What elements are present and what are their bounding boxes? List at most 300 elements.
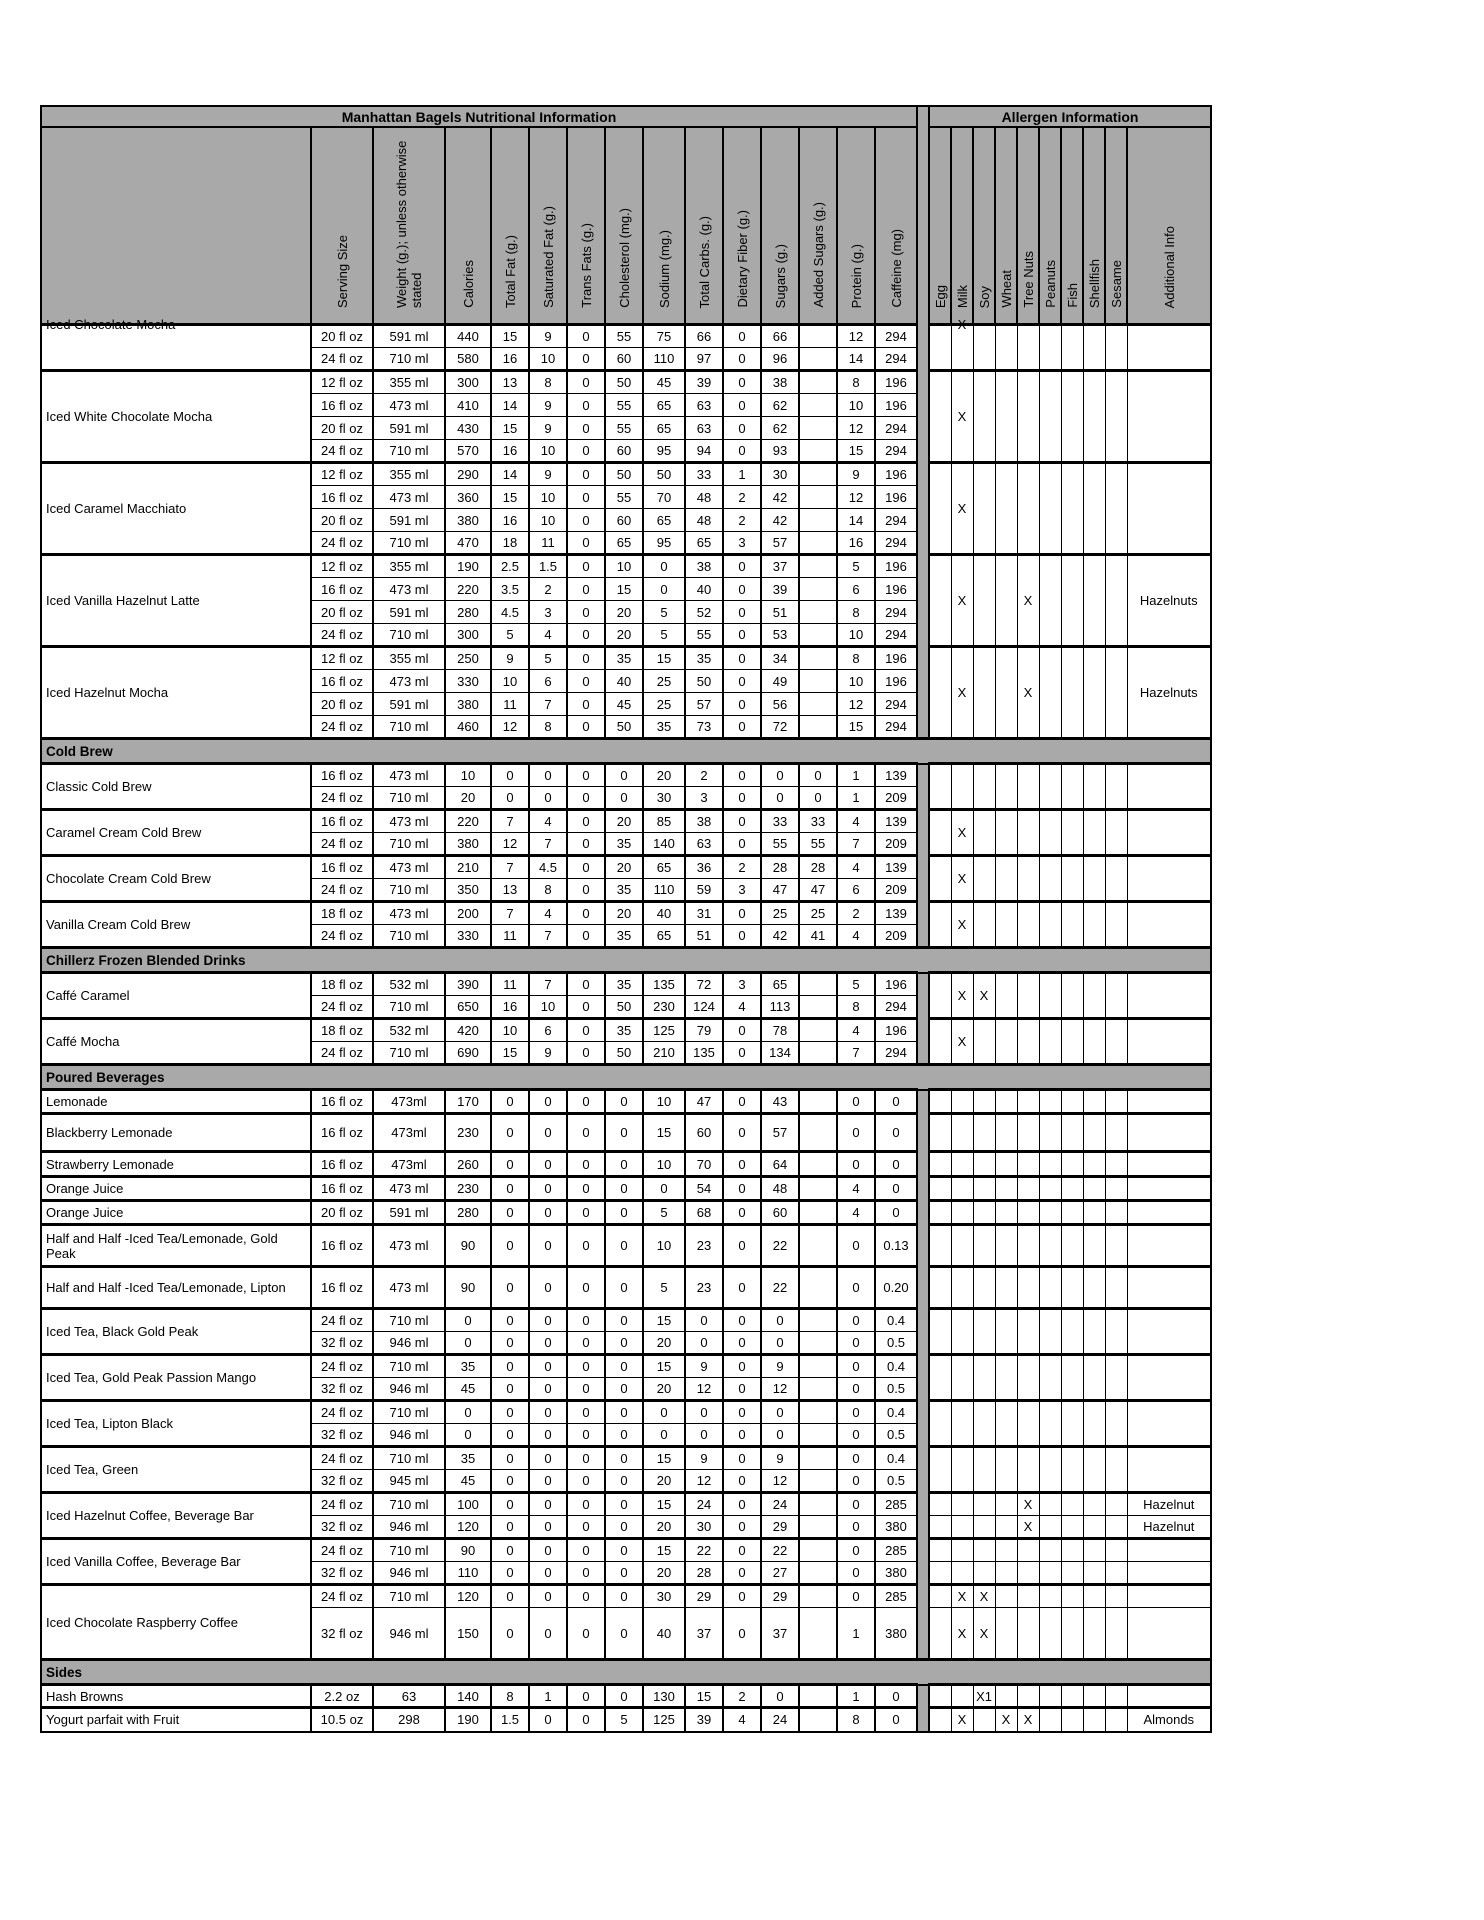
nutrition-value-cell xyxy=(799,973,837,996)
nutrition-value-cell: 0 xyxy=(567,1585,605,1608)
nutrition-value-cell: 15 xyxy=(491,1042,529,1065)
nutrition-value-cell: 30 xyxy=(761,463,799,486)
nutrition-value-cell: 1.5 xyxy=(491,1708,529,1732)
nutrition-value-cell: 0 xyxy=(567,1378,605,1401)
additional-info-cell xyxy=(1127,1090,1211,1114)
nutrition-value-cell: 380 xyxy=(445,833,491,856)
nutrition-value-cell: 5 xyxy=(491,624,529,647)
nutrition-value-cell: 12 xyxy=(837,693,875,716)
nutrition-value-cell xyxy=(799,325,837,348)
nutrition-value-cell: 12 xyxy=(837,325,875,348)
nutrition-value-cell: 5 xyxy=(643,1267,685,1309)
nutrition-value-cell: 37 xyxy=(761,555,799,578)
allergen-cell xyxy=(995,371,1017,463)
allergen-cell xyxy=(1083,902,1105,948)
allergen-cell xyxy=(973,1539,995,1562)
allergen-cell xyxy=(1061,1114,1083,1152)
allergen-cell xyxy=(1105,1201,1127,1225)
allergen-cell xyxy=(1017,810,1039,856)
nutrition-value-cell xyxy=(799,1177,837,1201)
allergen-cell xyxy=(973,1019,995,1065)
table-row xyxy=(41,1447,1211,1470)
nutrition-value-cell xyxy=(799,1708,837,1732)
weight-cell: 710 ml xyxy=(373,879,445,902)
additional-info-cell xyxy=(1127,973,1211,1019)
allergen-cell xyxy=(1017,463,1039,555)
nutrition-value-cell: 0 xyxy=(723,902,761,925)
allergen-cell xyxy=(1017,1019,1039,1065)
nutrition-value-cell: 0 xyxy=(723,833,761,856)
nutrition-value-cell: 6 xyxy=(837,879,875,902)
nutrition-value-cell: 0 xyxy=(567,1201,605,1225)
allergen-cell xyxy=(1105,764,1127,810)
nutrition-value-cell: 14 xyxy=(837,509,875,532)
nutrition-value-cell: 196 xyxy=(875,578,917,601)
nutrition-value-cell: 4 xyxy=(529,810,567,833)
serving-size-cell: 16 fl oz xyxy=(311,1114,373,1152)
nutrition-value-cell: 196 xyxy=(875,647,917,670)
nutrition-value-cell: 25 xyxy=(643,693,685,716)
allergen-cell xyxy=(1039,810,1061,856)
product-name-cell: Chocolate Cream Cold Brew xyxy=(41,856,311,902)
nutrition-value-cell: 12 xyxy=(837,486,875,509)
weight-cell: 532 ml xyxy=(373,973,445,996)
allergen-cell xyxy=(1105,1177,1127,1201)
nutrition-value-cell: 196 xyxy=(875,973,917,996)
additional-info-cell xyxy=(1127,1447,1211,1493)
nutrition-value-cell: 85 xyxy=(643,810,685,833)
table-row xyxy=(41,1685,1211,1708)
product-name-cell: Iced Caramel Macchiato xyxy=(41,463,311,555)
nutrition-value-cell: 12 xyxy=(491,716,529,739)
nutrition-value-cell: 140 xyxy=(643,833,685,856)
nutrition-value-cell: 4 xyxy=(723,996,761,1019)
allergen-cell xyxy=(1105,1685,1127,1708)
allergen-column-header-0: Egg xyxy=(929,127,951,325)
nutrition-value-cell: 0 xyxy=(491,1470,529,1493)
nutrition-value-cell: 65 xyxy=(643,417,685,440)
gap-cell xyxy=(917,1401,929,1424)
allergen-cell xyxy=(1105,1608,1127,1660)
table-row xyxy=(41,764,1211,787)
allergen-cell xyxy=(1017,1608,1039,1660)
nutrition-value-cell: 10 xyxy=(643,1090,685,1114)
allergen-column-header-8: Sesame xyxy=(1105,127,1127,325)
nutrition-value-cell: 55 xyxy=(605,325,643,348)
gap-cell xyxy=(917,1114,929,1152)
allergen-cell xyxy=(1083,1685,1105,1708)
serving-size-cell: 20 fl oz xyxy=(311,1201,373,1225)
allergen-cell xyxy=(995,1539,1017,1562)
nutrition-value-cell: 0 xyxy=(837,1225,875,1267)
nutrition-value-cell: 54 xyxy=(685,1177,723,1201)
nutrition-value-cell: 360 xyxy=(445,486,491,509)
allergen-cell xyxy=(1039,1539,1061,1562)
nutrition-value-cell: 294 xyxy=(875,417,917,440)
nutrition-value-cell: 0 xyxy=(491,1401,529,1424)
nutrition-value-cell: 36 xyxy=(685,856,723,879)
nutrition-value-cell: 10 xyxy=(643,1225,685,1267)
allergen-cell xyxy=(995,1562,1017,1585)
nutrition-value-cell: 10 xyxy=(491,1019,529,1042)
allergen-cell xyxy=(1083,325,1105,371)
nutrition-value-cell: 70 xyxy=(643,486,685,509)
nutrition-value-cell: 9 xyxy=(761,1447,799,1470)
additional-info-cell: Almonds xyxy=(1127,1708,1211,1732)
gap-cell xyxy=(917,1447,929,1470)
nutrition-value-cell: 20 xyxy=(643,1332,685,1355)
table-row xyxy=(41,371,1211,394)
nutrition-value-cell: 0 xyxy=(605,764,643,787)
nutrition-value-cell xyxy=(799,486,837,509)
allergen-cell xyxy=(1039,1309,1061,1355)
nutrition-value-cell: 38 xyxy=(761,371,799,394)
table-row xyxy=(41,1114,1211,1152)
product-name-cell: Half and Half -Iced Tea/Lemonade, Gold Peak xyxy=(41,1225,311,1267)
nutrition-value-cell: 15 xyxy=(643,1493,685,1516)
nutrition-value-cell: 0 xyxy=(723,693,761,716)
allergen-cell xyxy=(973,1447,995,1493)
nutrition-value-cell: 13 xyxy=(491,371,529,394)
allergen-cell xyxy=(929,1201,951,1225)
allergen-cell xyxy=(995,1114,1017,1152)
product-name-cell: Iced Chocolate Mocha xyxy=(41,325,311,371)
nutrition-value-cell: 0 xyxy=(567,1309,605,1332)
nutrition-value-cell: 430 xyxy=(445,417,491,440)
nutrition-value-cell: 330 xyxy=(445,925,491,948)
allergen-cell xyxy=(1061,764,1083,810)
nutrition-value-cell: 285 xyxy=(875,1493,917,1516)
nutrition-value-cell: 290 xyxy=(445,463,491,486)
allergen-cell xyxy=(929,1225,951,1267)
nutrition-value-cell: 0 xyxy=(723,1201,761,1225)
nutrition-value-cell: 0 xyxy=(723,1516,761,1539)
nutrition-value-cell: 209 xyxy=(875,833,917,856)
nutrition-value-cell: 35 xyxy=(605,1019,643,1042)
nutrition-value-cell: 0 xyxy=(875,1090,917,1114)
nutrition-value-cell: 20 xyxy=(643,1378,685,1401)
weight-cell: 710 ml xyxy=(373,1401,445,1424)
allergen-cell xyxy=(1061,1708,1083,1732)
nutrition-value-cell: 42 xyxy=(761,925,799,948)
nutrition-value-cell xyxy=(799,647,837,670)
nutrition-value-cell: 135 xyxy=(643,973,685,996)
nutrition-value-cell: 200 xyxy=(445,902,491,925)
nutrition-value-cell: 7 xyxy=(529,693,567,716)
allergen-cell xyxy=(1083,1562,1105,1585)
nutrition-value-cell: 15 xyxy=(643,1309,685,1332)
nutrition-value-cell: 2.5 xyxy=(491,555,529,578)
allergen-cell xyxy=(929,325,951,371)
allergen-cell xyxy=(1039,555,1061,647)
nutrition-value-cell: 20 xyxy=(643,1516,685,1539)
nutrition-value-cell: 4 xyxy=(837,1177,875,1201)
nutrition-value-cell: 10 xyxy=(605,555,643,578)
nutrition-value-cell: 57 xyxy=(685,693,723,716)
nutrition-value-cell: 68 xyxy=(685,1201,723,1225)
nutrition-value-cell: 65 xyxy=(761,973,799,996)
allergen-cell xyxy=(973,1152,995,1177)
allergen-cell xyxy=(1061,1090,1083,1114)
allergen-cell xyxy=(1061,1608,1083,1660)
nutrition-value-cell: 0 xyxy=(529,1401,567,1424)
serving-size-cell: 16 fl oz xyxy=(311,764,373,787)
nutrition-value-cell: 37 xyxy=(761,1608,799,1660)
nutrition-value-cell: 0 xyxy=(529,1516,567,1539)
allergen-cell xyxy=(1083,810,1105,856)
additional-info-cell xyxy=(1127,325,1211,371)
nutrition-value-cell: 0 xyxy=(491,1355,529,1378)
nutrition-value-cell: 0 xyxy=(723,1424,761,1447)
table-row xyxy=(41,1019,1211,1042)
allergen-cell xyxy=(1039,1201,1061,1225)
table-row xyxy=(41,973,1211,996)
allergen-cell xyxy=(951,1401,973,1447)
nutrition-value-cell: 50 xyxy=(605,716,643,739)
nutrition-value-cell: 95 xyxy=(643,440,685,463)
nutrition-value-cell xyxy=(799,578,837,601)
gap-cell xyxy=(917,1201,929,1225)
nutrition-value-cell: 0 xyxy=(837,1401,875,1424)
nutrition-value-cell: 14 xyxy=(837,348,875,371)
nutrition-value-cell: 15 xyxy=(491,417,529,440)
allergen-cell xyxy=(1017,1585,1039,1608)
allergen-cell xyxy=(995,810,1017,856)
nutrition-value-cell: 22 xyxy=(761,1267,799,1309)
nutrition-value-cell xyxy=(799,1267,837,1309)
serving-size-cell: 24 fl oz xyxy=(311,1309,373,1332)
nutrition-value-cell: 0 xyxy=(837,1585,875,1608)
nutrition-value-cell: 70 xyxy=(685,1152,723,1177)
nutrition-value-cell: 134 xyxy=(761,1042,799,1065)
nutrition-value-cell: 0 xyxy=(491,1332,529,1355)
nutrition-value-cell: 0 xyxy=(445,1332,491,1355)
nutrition-value-cell: 8 xyxy=(837,996,875,1019)
nutrition-value-cell: 0 xyxy=(723,1090,761,1114)
weight-cell: 946 ml xyxy=(373,1378,445,1401)
allergen-cell xyxy=(973,1090,995,1114)
nutrition-value-cell: 51 xyxy=(685,925,723,948)
additional-info-cell xyxy=(1127,1114,1211,1152)
nutrition-value-cell: 15 xyxy=(643,647,685,670)
nutrition-value-cell: 7 xyxy=(529,833,567,856)
nutrition-value-cell: 9 xyxy=(529,1042,567,1065)
nutrition-value-cell: 0 xyxy=(799,787,837,810)
nutrition-value-cell: 16 xyxy=(837,532,875,555)
allergen-cell xyxy=(1105,973,1127,1019)
nutrition-value-cell: 0 xyxy=(567,463,605,486)
table-row xyxy=(41,1401,1211,1424)
nutrition-value-cell: 12 xyxy=(761,1378,799,1401)
allergen-cell xyxy=(929,1114,951,1152)
nutrition-value-cell: 0 xyxy=(491,1267,529,1309)
nutrition-value-cell: 66 xyxy=(685,325,723,348)
nutrition-value-cell: 35 xyxy=(605,833,643,856)
nutrition-value-cell: 55 xyxy=(685,624,723,647)
allergen-cell xyxy=(1039,1355,1061,1401)
nutrition-value-cell: 48 xyxy=(685,509,723,532)
allergen-cell xyxy=(951,1090,973,1114)
serving-size-cell: 18 fl oz xyxy=(311,902,373,925)
nutrition-value-cell: 0 xyxy=(643,555,685,578)
nutrition-value-cell xyxy=(799,1470,837,1493)
allergen-cell xyxy=(1039,1493,1061,1516)
nutrition-value-cell: 50 xyxy=(643,463,685,486)
allergen-cell xyxy=(1083,1447,1105,1493)
allergen-cell xyxy=(929,647,951,739)
nutrition-value-cell: 0 xyxy=(605,1470,643,1493)
nutrition-value-cell: 27 xyxy=(761,1562,799,1585)
nutrition-value-cell: 0 xyxy=(491,1585,529,1608)
nutrition-value-cell: 60 xyxy=(761,1201,799,1225)
allergen-cell xyxy=(1061,1493,1083,1516)
nutrition-value-cell: 196 xyxy=(875,486,917,509)
nutrition-value-cell: 10 xyxy=(529,348,567,371)
gap-cell xyxy=(917,601,929,624)
gap-cell xyxy=(917,1378,929,1401)
nutrition-value-cell: 15 xyxy=(837,716,875,739)
nutrition-value-cell: 0 xyxy=(491,1152,529,1177)
nutrition-value-cell: 0 xyxy=(605,1516,643,1539)
serving-size-cell: 18 fl oz xyxy=(311,973,373,996)
nutrition-value-cell: 0 xyxy=(567,394,605,417)
nutrition-value-cell: 0.20 xyxy=(875,1267,917,1309)
column-header-2: Calories xyxy=(445,127,491,325)
weight-cell: 945 ml xyxy=(373,1470,445,1493)
gap-cell xyxy=(917,1267,929,1309)
allergen-cell xyxy=(951,1562,973,1585)
nutrition-value-cell: 125 xyxy=(643,1019,685,1042)
allergen-cell xyxy=(1039,1685,1061,1708)
nutrition-value-cell: 49 xyxy=(761,670,799,693)
nutrition-value-cell: 0 xyxy=(723,325,761,348)
gap-cell xyxy=(917,1470,929,1493)
allergen-cell xyxy=(1017,1685,1039,1708)
nutrition-value-cell: 9 xyxy=(529,325,567,348)
nutrition-value-cell: 0 xyxy=(605,1309,643,1332)
nutrition-value-cell: 0 xyxy=(837,1378,875,1401)
gap-cell xyxy=(917,1225,929,1267)
nutrition-value-cell: 0 xyxy=(723,1309,761,1332)
allergen-cell xyxy=(929,371,951,463)
allergen-cell xyxy=(995,1267,1017,1309)
nutrition-value-cell: 0 xyxy=(837,1493,875,1516)
nutrition-value-cell: 4.5 xyxy=(491,601,529,624)
nutrition-value-cell: 22 xyxy=(685,1539,723,1562)
allergen-cell xyxy=(1105,1516,1127,1539)
allergen-cell xyxy=(951,1309,973,1355)
gap-cell xyxy=(917,486,929,509)
nutrition-value-cell: 10 xyxy=(529,509,567,532)
nutrition-value-cell: 55 xyxy=(761,833,799,856)
nutrition-value-cell: 4.5 xyxy=(529,856,567,879)
allergen-cell xyxy=(1083,1309,1105,1355)
gap-cell xyxy=(917,532,929,555)
allergen-cell: X xyxy=(951,325,973,371)
allergen-cell xyxy=(1017,1309,1039,1355)
allergen-cell xyxy=(929,1516,951,1539)
nutrition-value-cell: 10 xyxy=(529,486,567,509)
allergen-cell xyxy=(995,764,1017,810)
allergen-cell xyxy=(1061,1516,1083,1539)
nutrition-value-cell: 25 xyxy=(799,902,837,925)
nutrition-value-cell: 28 xyxy=(685,1562,723,1585)
nutrition-value-cell xyxy=(799,1201,837,1225)
nutrition-value-cell: 0 xyxy=(723,1114,761,1152)
nutrition-value-cell: 0 xyxy=(723,764,761,787)
nutrition-value-cell: 190 xyxy=(445,1708,491,1732)
nutrition-value-cell: 0.5 xyxy=(875,1470,917,1493)
nutrition-value-cell: 0 xyxy=(529,1114,567,1152)
nutrition-value-cell: 0 xyxy=(529,1355,567,1378)
nutrition-value-cell: 7 xyxy=(491,902,529,925)
gap-cell xyxy=(917,1562,929,1585)
serving-size-cell: 16 fl oz xyxy=(311,810,373,833)
allergen-cell xyxy=(995,1493,1017,1516)
product-name-cell: Yogurt parfait with Fruit xyxy=(41,1708,311,1732)
serving-size-cell: 32 fl oz xyxy=(311,1378,373,1401)
allergen-cell xyxy=(1105,1225,1127,1267)
serving-size-cell: 16 fl oz xyxy=(311,1090,373,1114)
nutrition-value-cell: 10 xyxy=(643,1152,685,1177)
nutrition-value-cell: 0 xyxy=(529,1152,567,1177)
nutrition-value-cell: 285 xyxy=(875,1585,917,1608)
nutrition-value-cell: 3 xyxy=(685,787,723,810)
nutrition-value-cell: 52 xyxy=(685,601,723,624)
allergen-cell xyxy=(1061,1355,1083,1401)
allergen-cell xyxy=(1061,463,1083,555)
nutrition-value-cell: 0 xyxy=(529,1539,567,1562)
nutrition-value-cell: 0 xyxy=(491,1516,529,1539)
nutrition-value-cell xyxy=(799,1332,837,1355)
serving-size-cell: 32 fl oz xyxy=(311,1332,373,1355)
nutrition-value-cell: 0 xyxy=(567,833,605,856)
nutrition-value-cell: 0 xyxy=(567,856,605,879)
allergen-cell xyxy=(929,810,951,856)
nutrition-value-cell: 0 xyxy=(529,1585,567,1608)
additional-info-cell xyxy=(1127,1152,1211,1177)
nutrition-value-cell: 0 xyxy=(529,1493,567,1516)
nutrition-value-cell: 14 xyxy=(491,394,529,417)
allergen-cell: X xyxy=(951,902,973,948)
nutrition-value-cell: 0 xyxy=(529,1332,567,1355)
nutrition-value-cell: 75 xyxy=(643,325,685,348)
nutrition-value-cell: 5 xyxy=(837,555,875,578)
additional-info-column-header: Additional Info xyxy=(1127,127,1211,325)
nutrition-value-cell: 285 xyxy=(875,1539,917,1562)
nutrition-value-cell xyxy=(799,1562,837,1585)
nutrition-value-cell: 0.13 xyxy=(875,1225,917,1267)
serving-size-cell: 24 fl oz xyxy=(311,532,373,555)
nutrition-value-cell: 48 xyxy=(761,1177,799,1201)
nutrition-value-cell: 50 xyxy=(605,996,643,1019)
serving-size-cell: 10.5 oz xyxy=(311,1708,373,1732)
allergen-cell xyxy=(1105,1585,1127,1608)
weight-cell: 710 ml xyxy=(373,925,445,948)
nutrition-value-cell: 124 xyxy=(685,996,723,1019)
gap-cell xyxy=(917,371,929,394)
table-row xyxy=(41,810,1211,833)
nutrition-value-cell: 24 xyxy=(761,1708,799,1732)
nutrition-value-cell: 135 xyxy=(685,1042,723,1065)
nutrition-value-cell: 0 xyxy=(685,1401,723,1424)
nutrition-value-cell: 0 xyxy=(875,1201,917,1225)
allergen-cell xyxy=(1105,1309,1127,1355)
product-name-cell: Iced Tea, Gold Peak Passion Mango xyxy=(41,1355,311,1401)
nutrition-value-cell xyxy=(799,1493,837,1516)
nutrition-value-cell: 0 xyxy=(799,764,837,787)
nutrition-value-cell: 0 xyxy=(723,394,761,417)
